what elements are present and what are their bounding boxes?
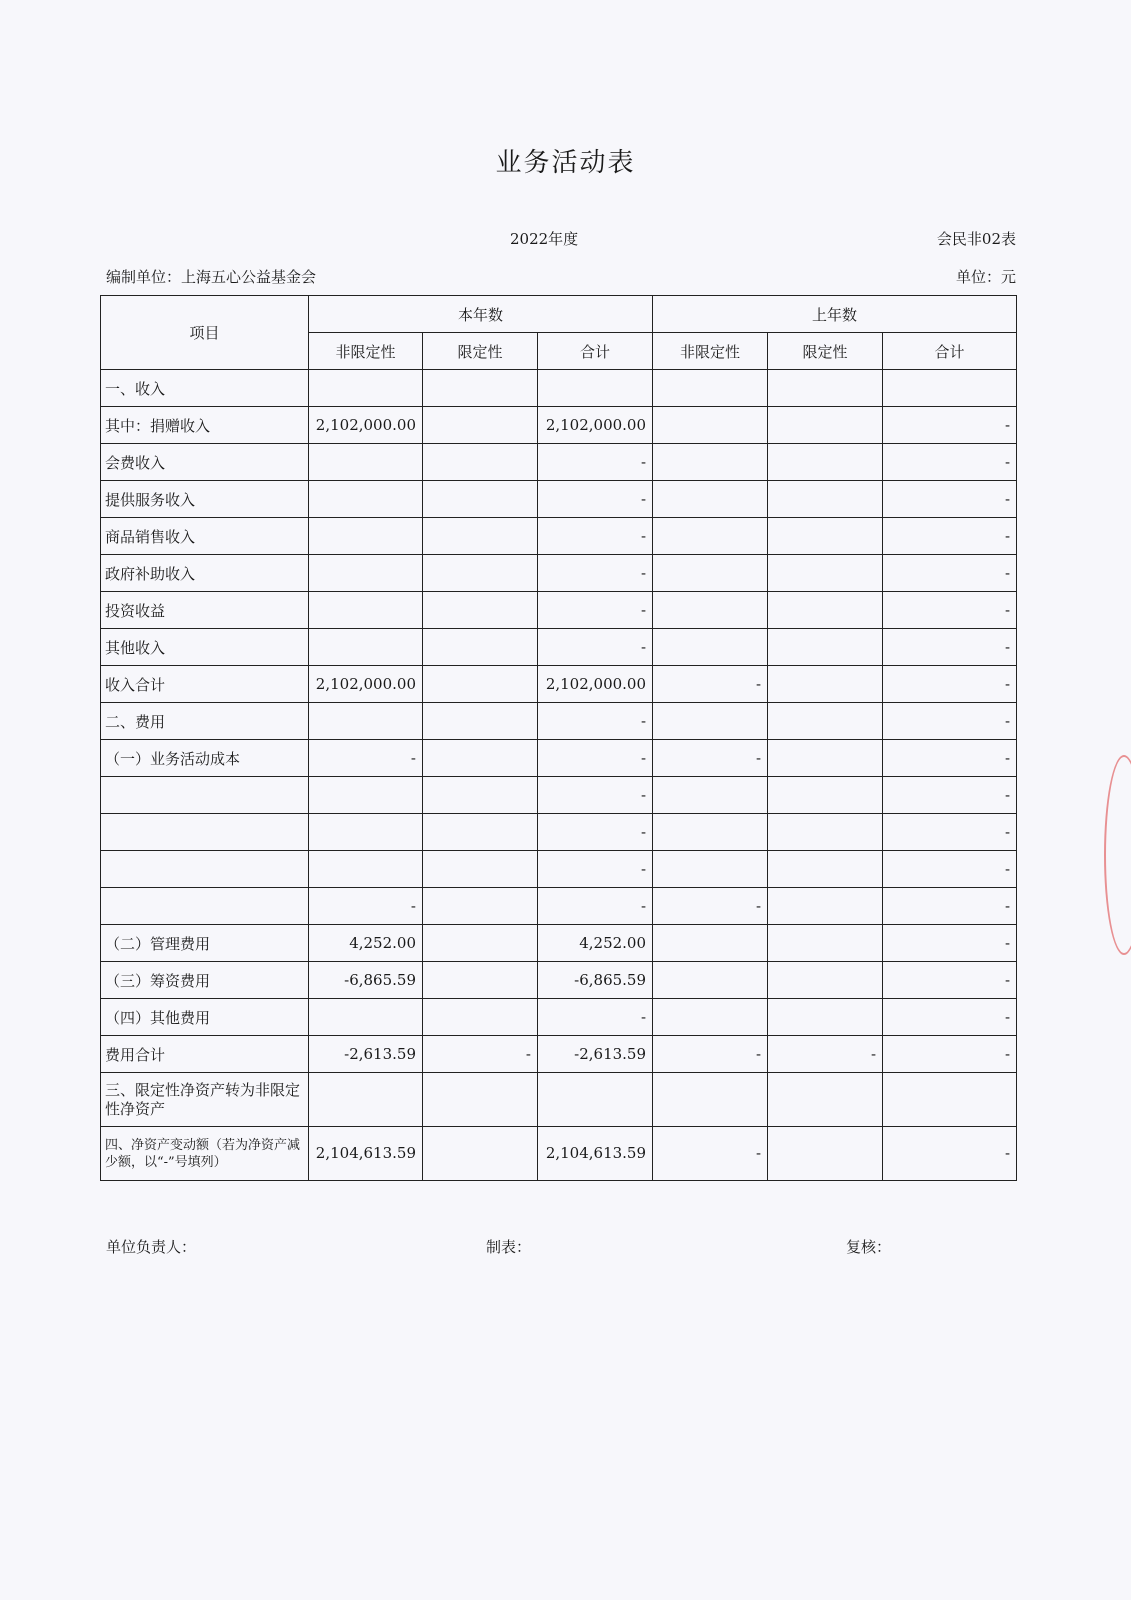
cell-prior-total: -: [883, 1127, 1017, 1181]
cell-prior-unrestricted: [653, 814, 768, 851]
cell-current-unrestricted: [309, 1073, 423, 1127]
cell-prior-unrestricted: [653, 370, 768, 407]
cell-prior-restricted: [768, 1127, 883, 1181]
header-current-restricted: 限定性: [423, 333, 538, 370]
table-row: [101, 592, 1017, 629]
header-prior-total: 合计: [883, 333, 1017, 370]
cell-current-total: -: [538, 703, 653, 740]
cell-prior-restricted: [768, 888, 883, 925]
form-code: 会民非02表: [936, 230, 1016, 248]
cell-prior-total: -: [883, 851, 1017, 888]
cell-prior-restricted: [768, 592, 883, 629]
cell-prior-unrestricted: [653, 629, 768, 666]
cell-current-total: -: [538, 814, 653, 851]
cell-current-restricted: [423, 703, 538, 740]
table-row: [101, 851, 1017, 888]
cell-current-restricted: -: [423, 1036, 538, 1073]
cell-prior-unrestricted: [653, 407, 768, 444]
cell-current-unrestricted: -: [309, 740, 423, 777]
cell-current-total: -6,865.59: [538, 962, 653, 999]
cell-current-unrestricted: 2,102,000.00: [309, 407, 423, 444]
row-label: 收入合计: [101, 666, 309, 703]
cell-prior-restricted: [768, 814, 883, 851]
cell-prior-restricted: [768, 370, 883, 407]
unit-label: 单位：元: [955, 268, 1016, 286]
cell-prior-unrestricted: [653, 925, 768, 962]
cell-current-restricted: [423, 814, 538, 851]
cell-prior-total: -: [883, 555, 1017, 592]
table-row: [101, 629, 1017, 666]
signature-reviewer: 复核：: [846, 1238, 892, 1256]
cell-prior-unrestricted: [653, 592, 768, 629]
cell-current-unrestricted: [309, 518, 423, 555]
cell-prior-restricted: [768, 629, 883, 666]
row-label: 商品销售收入: [101, 518, 309, 555]
cell-prior-total: [883, 1073, 1017, 1127]
cell-current-unrestricted: [309, 555, 423, 592]
cell-current-restricted: [423, 740, 538, 777]
cell-current-restricted: [423, 629, 538, 666]
table-row: [101, 925, 1017, 962]
cell-prior-restricted: [768, 740, 883, 777]
cell-current-total: -: [538, 481, 653, 518]
cell-current-unrestricted: [309, 370, 423, 407]
cell-current-total: -: [538, 888, 653, 925]
cell-current-restricted: [423, 1127, 538, 1181]
cell-current-restricted: [423, 407, 538, 444]
row-label: [101, 851, 309, 888]
row-label: （一）业务活动成本: [101, 740, 309, 777]
cell-prior-total: -: [883, 888, 1017, 925]
cell-prior-unrestricted: -: [653, 666, 768, 703]
report-year: 2022年度: [510, 230, 579, 248]
cell-current-unrestricted: [309, 481, 423, 518]
cell-current-restricted: [423, 925, 538, 962]
cell-prior-restricted: [768, 555, 883, 592]
cell-current-total: -2,613.59: [538, 1036, 653, 1073]
cell-current-total: -: [538, 592, 653, 629]
cell-prior-total: -: [883, 629, 1017, 666]
header-current-year: 本年数: [309, 296, 653, 333]
row-label: （三）筹资费用: [101, 962, 309, 999]
cell-current-total: 2,102,000.00: [538, 666, 653, 703]
cell-prior-unrestricted: [653, 999, 768, 1036]
table-row: [101, 777, 1017, 814]
table-row: [101, 814, 1017, 851]
cell-current-total: -: [538, 999, 653, 1036]
row-label: 提供服务收入: [101, 481, 309, 518]
cell-prior-total: -: [883, 925, 1017, 962]
cell-prior-unrestricted: [653, 555, 768, 592]
cell-current-total: 2,102,000.00: [538, 407, 653, 444]
cell-prior-restricted: [768, 481, 883, 518]
cell-current-total: -: [538, 555, 653, 592]
header-current-unrestricted: 非限定性: [309, 333, 423, 370]
cell-prior-total: -: [883, 777, 1017, 814]
row-label: 费用合计: [101, 1036, 309, 1073]
cell-prior-restricted: [768, 777, 883, 814]
cell-current-restricted: [423, 592, 538, 629]
cell-current-unrestricted: [309, 444, 423, 481]
cell-current-unrestricted: -6,865.59: [309, 962, 423, 999]
cell-current-total: [538, 1073, 653, 1127]
cell-current-total: 4,252.00: [538, 925, 653, 962]
table-row: [101, 444, 1017, 481]
cell-current-unrestricted: [309, 629, 423, 666]
cell-prior-total: -: [883, 444, 1017, 481]
cell-current-restricted: [423, 481, 538, 518]
cell-prior-restricted: [768, 518, 883, 555]
table-row: [101, 555, 1017, 592]
cell-prior-restricted: [768, 666, 883, 703]
cell-current-restricted: [423, 444, 538, 481]
cell-current-unrestricted: 4,252.00: [309, 925, 423, 962]
table-row: [101, 666, 1017, 703]
table-row: [101, 1036, 1017, 1073]
cell-prior-restricted: [768, 851, 883, 888]
cell-current-restricted: [423, 518, 538, 555]
cell-current-restricted: [423, 888, 538, 925]
table-row-transfer: [101, 1073, 1017, 1127]
cell-current-restricted: [423, 777, 538, 814]
header-current-total: 合计: [538, 333, 653, 370]
row-label: 会费收入: [101, 444, 309, 481]
row-label: 一、收入: [101, 370, 309, 407]
cell-prior-unrestricted: [653, 703, 768, 740]
row-label: 三、限定性净资产转为非限定性净资产: [101, 1073, 309, 1127]
cell-prior-total: -: [883, 962, 1017, 999]
header-prior-year: 上年数: [653, 296, 1017, 333]
header-item: 项目: [101, 296, 309, 370]
cell-current-restricted: [423, 851, 538, 888]
cell-current-restricted: [423, 370, 538, 407]
table-row: [101, 481, 1017, 518]
cell-current-unrestricted: [309, 703, 423, 740]
activity-table: [100, 295, 1017, 1181]
table-row: [101, 999, 1017, 1036]
cell-prior-unrestricted: -: [653, 1036, 768, 1073]
cell-prior-unrestricted: [653, 518, 768, 555]
cell-current-unrestricted: [309, 814, 423, 851]
table-row: [101, 888, 1017, 925]
cell-current-total: [538, 370, 653, 407]
cell-current-unrestricted: [309, 851, 423, 888]
cell-prior-restricted: [768, 407, 883, 444]
cell-current-unrestricted: [309, 999, 423, 1036]
cell-current-unrestricted: [309, 592, 423, 629]
header-prior-restricted: 限定性: [768, 333, 883, 370]
cell-current-total: -: [538, 777, 653, 814]
row-label: 其中：捐赠收入: [101, 407, 309, 444]
row-label: 四、净资产变动额（若为净资产减少额，以“-”号填列）: [101, 1127, 309, 1181]
cell-prior-total: -: [883, 592, 1017, 629]
cell-prior-restricted: [768, 962, 883, 999]
cell-prior-restricted: [768, 999, 883, 1036]
table-row: [101, 370, 1017, 407]
header-prior-unrestricted: 非限定性: [653, 333, 768, 370]
cell-prior-restricted: [768, 925, 883, 962]
signature-head: 单位负责人：: [106, 1238, 197, 1256]
cell-prior-total: -: [883, 518, 1017, 555]
cell-prior-unrestricted: [653, 851, 768, 888]
cell-current-unrestricted: 2,104,613.59: [309, 1127, 423, 1181]
cell-prior-total: -: [883, 814, 1017, 851]
cell-prior-unrestricted: -: [653, 888, 768, 925]
cell-current-unrestricted: 2,102,000.00: [309, 666, 423, 703]
cell-prior-unrestricted: [653, 444, 768, 481]
cell-prior-restricted: [768, 703, 883, 740]
row-label: [101, 888, 309, 925]
row-label: （四）其他费用: [101, 999, 309, 1036]
cell-prior-unrestricted: [653, 962, 768, 999]
cell-prior-total: -: [883, 1036, 1017, 1073]
row-label: 二、费用: [101, 703, 309, 740]
table-row: [101, 740, 1017, 777]
cell-current-unrestricted: -: [309, 888, 423, 925]
cell-prior-total: -: [883, 703, 1017, 740]
cell-current-total: -: [538, 629, 653, 666]
cell-prior-restricted: [768, 1073, 883, 1127]
row-label: 投资收益: [101, 592, 309, 629]
seal-stamp: [1104, 755, 1131, 955]
table-row: [101, 518, 1017, 555]
row-label: [101, 814, 309, 851]
cell-prior-total: -: [883, 407, 1017, 444]
cell-prior-total: -: [883, 740, 1017, 777]
row-label: 政府补助收入: [101, 555, 309, 592]
cell-prior-total: -: [883, 666, 1017, 703]
report-title: 业务活动表: [495, 148, 636, 178]
cell-current-restricted: [423, 999, 538, 1036]
row-label: 其他收入: [101, 629, 309, 666]
cell-current-unrestricted: -2,613.59: [309, 1036, 423, 1073]
cell-prior-total: -: [883, 999, 1017, 1036]
cell-prior-restricted: [768, 444, 883, 481]
table-row-net-change: [101, 1127, 1017, 1181]
cell-prior-unrestricted: -: [653, 740, 768, 777]
cell-current-restricted: [423, 1073, 538, 1127]
cell-current-total: 2,104,613.59: [538, 1127, 653, 1181]
cell-current-unrestricted: [309, 777, 423, 814]
table-row: [101, 407, 1017, 444]
signature-preparer: 制表：: [486, 1238, 532, 1256]
cell-current-total: -: [538, 444, 653, 481]
cell-prior-unrestricted: [653, 481, 768, 518]
table-row: [101, 703, 1017, 740]
cell-prior-total: [883, 370, 1017, 407]
cell-current-restricted: [423, 555, 538, 592]
cell-prior-total: -: [883, 481, 1017, 518]
cell-prior-restricted: -: [768, 1036, 883, 1073]
org-label: 编制单位：上海五心公益基金会: [106, 268, 317, 286]
cell-prior-unrestricted: -: [653, 1127, 768, 1181]
cell-current-total: -: [538, 740, 653, 777]
row-label: （二）管理费用: [101, 925, 309, 962]
cell-prior-unrestricted: [653, 777, 768, 814]
cell-current-total: -: [538, 851, 653, 888]
cell-current-restricted: [423, 962, 538, 999]
cell-current-total: -: [538, 518, 653, 555]
table-row: [101, 962, 1017, 999]
cell-current-restricted: [423, 666, 538, 703]
cell-prior-unrestricted: [653, 1073, 768, 1127]
row-label: [101, 777, 309, 814]
